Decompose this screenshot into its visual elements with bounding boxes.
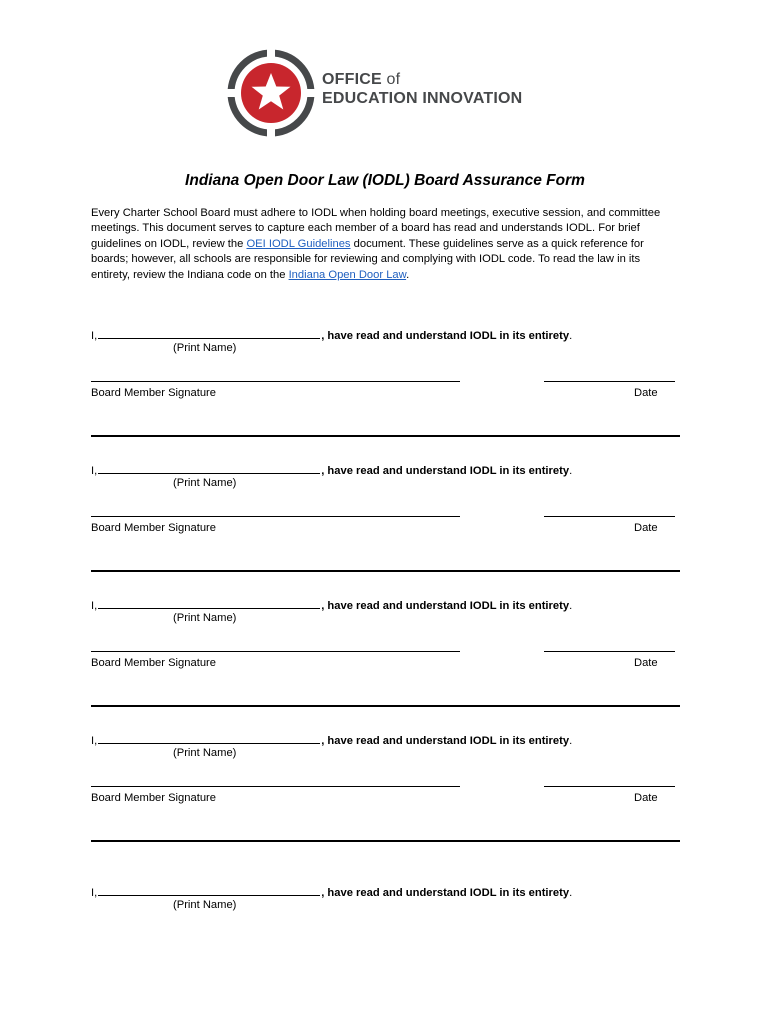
oei-iodl-guidelines-link[interactable]: OEI IODL Guidelines (246, 237, 351, 250)
intro-paragraph: Every Charter School Board must adhere to IODL when holding board meetings, executive session, and committee meetings. This document serves to capture each member of a board has read and understands IODL. For brief guidelines on IODL, review the OEI IODL Guidelines document. These guidelines serve as a quick reference for boards; however, all schools are responsible for reviewing and complying with IODL code. To read the law in its entirety, review the Indiana code on the Indiana Open Door Law. (91, 207, 661, 281)
signature-field[interactable] (91, 516, 460, 517)
board-member-entry (91, 597, 681, 717)
date-field[interactable] (544, 786, 675, 787)
signature-label: Board Member Signature (91, 387, 216, 399)
date-label: Date (634, 522, 658, 534)
signature-label: Board Member Signature (91, 792, 216, 804)
print-name-label: (Print Name) (173, 899, 237, 911)
acknowledgement-line: I, , have read and understand IODL in its entirety. (91, 597, 572, 612)
signature-label: Board Member Signature (91, 657, 216, 669)
print-name-field[interactable] (98, 327, 320, 339)
date-label: Date (634, 792, 658, 804)
acknowledgement-line: I, , have read and understand IODL in its entirety. (91, 462, 572, 477)
acknowledgement-line: I, , have read and understand IODL in its entirety. (91, 884, 572, 899)
star-seal-icon (226, 48, 316, 138)
oei-logo (226, 48, 536, 138)
section-divider (91, 435, 680, 437)
print-name-label: (Print Name) (173, 342, 237, 354)
print-name-field[interactable] (98, 597, 320, 609)
board-member-entry (91, 327, 681, 447)
form-title: Indiana Open Door Law (IODL) Board Assurance Form (185, 172, 585, 189)
date-field[interactable] (544, 381, 675, 382)
print-name-label: (Print Name) (173, 612, 237, 624)
print-name-field[interactable] (98, 884, 320, 896)
signature-field[interactable] (91, 651, 460, 652)
signature-field[interactable] (91, 381, 460, 382)
indiana-open-door-law-link[interactable]: Indiana Open Door Law (288, 268, 407, 281)
date-field[interactable] (544, 651, 675, 652)
print-name-label: (Print Name) (173, 477, 237, 489)
date-label: Date (634, 387, 658, 399)
signature-field[interactable] (91, 786, 460, 787)
logo-wordmark: OFFICE of EDUCATION INNOVATION (322, 71, 523, 107)
acknowledgement-line: I, , have read and understand IODL in its entirety. (91, 732, 572, 747)
date-label: Date (634, 657, 658, 669)
print-name-field[interactable] (98, 732, 320, 744)
print-name-field[interactable] (98, 462, 320, 474)
date-field[interactable] (544, 516, 675, 517)
acknowledgement-line: I, , have read and understand IODL in its entirety. (91, 327, 572, 342)
section-divider (91, 570, 680, 572)
board-member-entry (91, 732, 681, 852)
print-name-label: (Print Name) (173, 747, 237, 759)
board-member-entry (91, 884, 681, 924)
board-member-entry (91, 462, 681, 582)
signature-label: Board Member Signature (91, 522, 216, 534)
section-divider (91, 840, 680, 842)
section-divider (91, 705, 680, 707)
